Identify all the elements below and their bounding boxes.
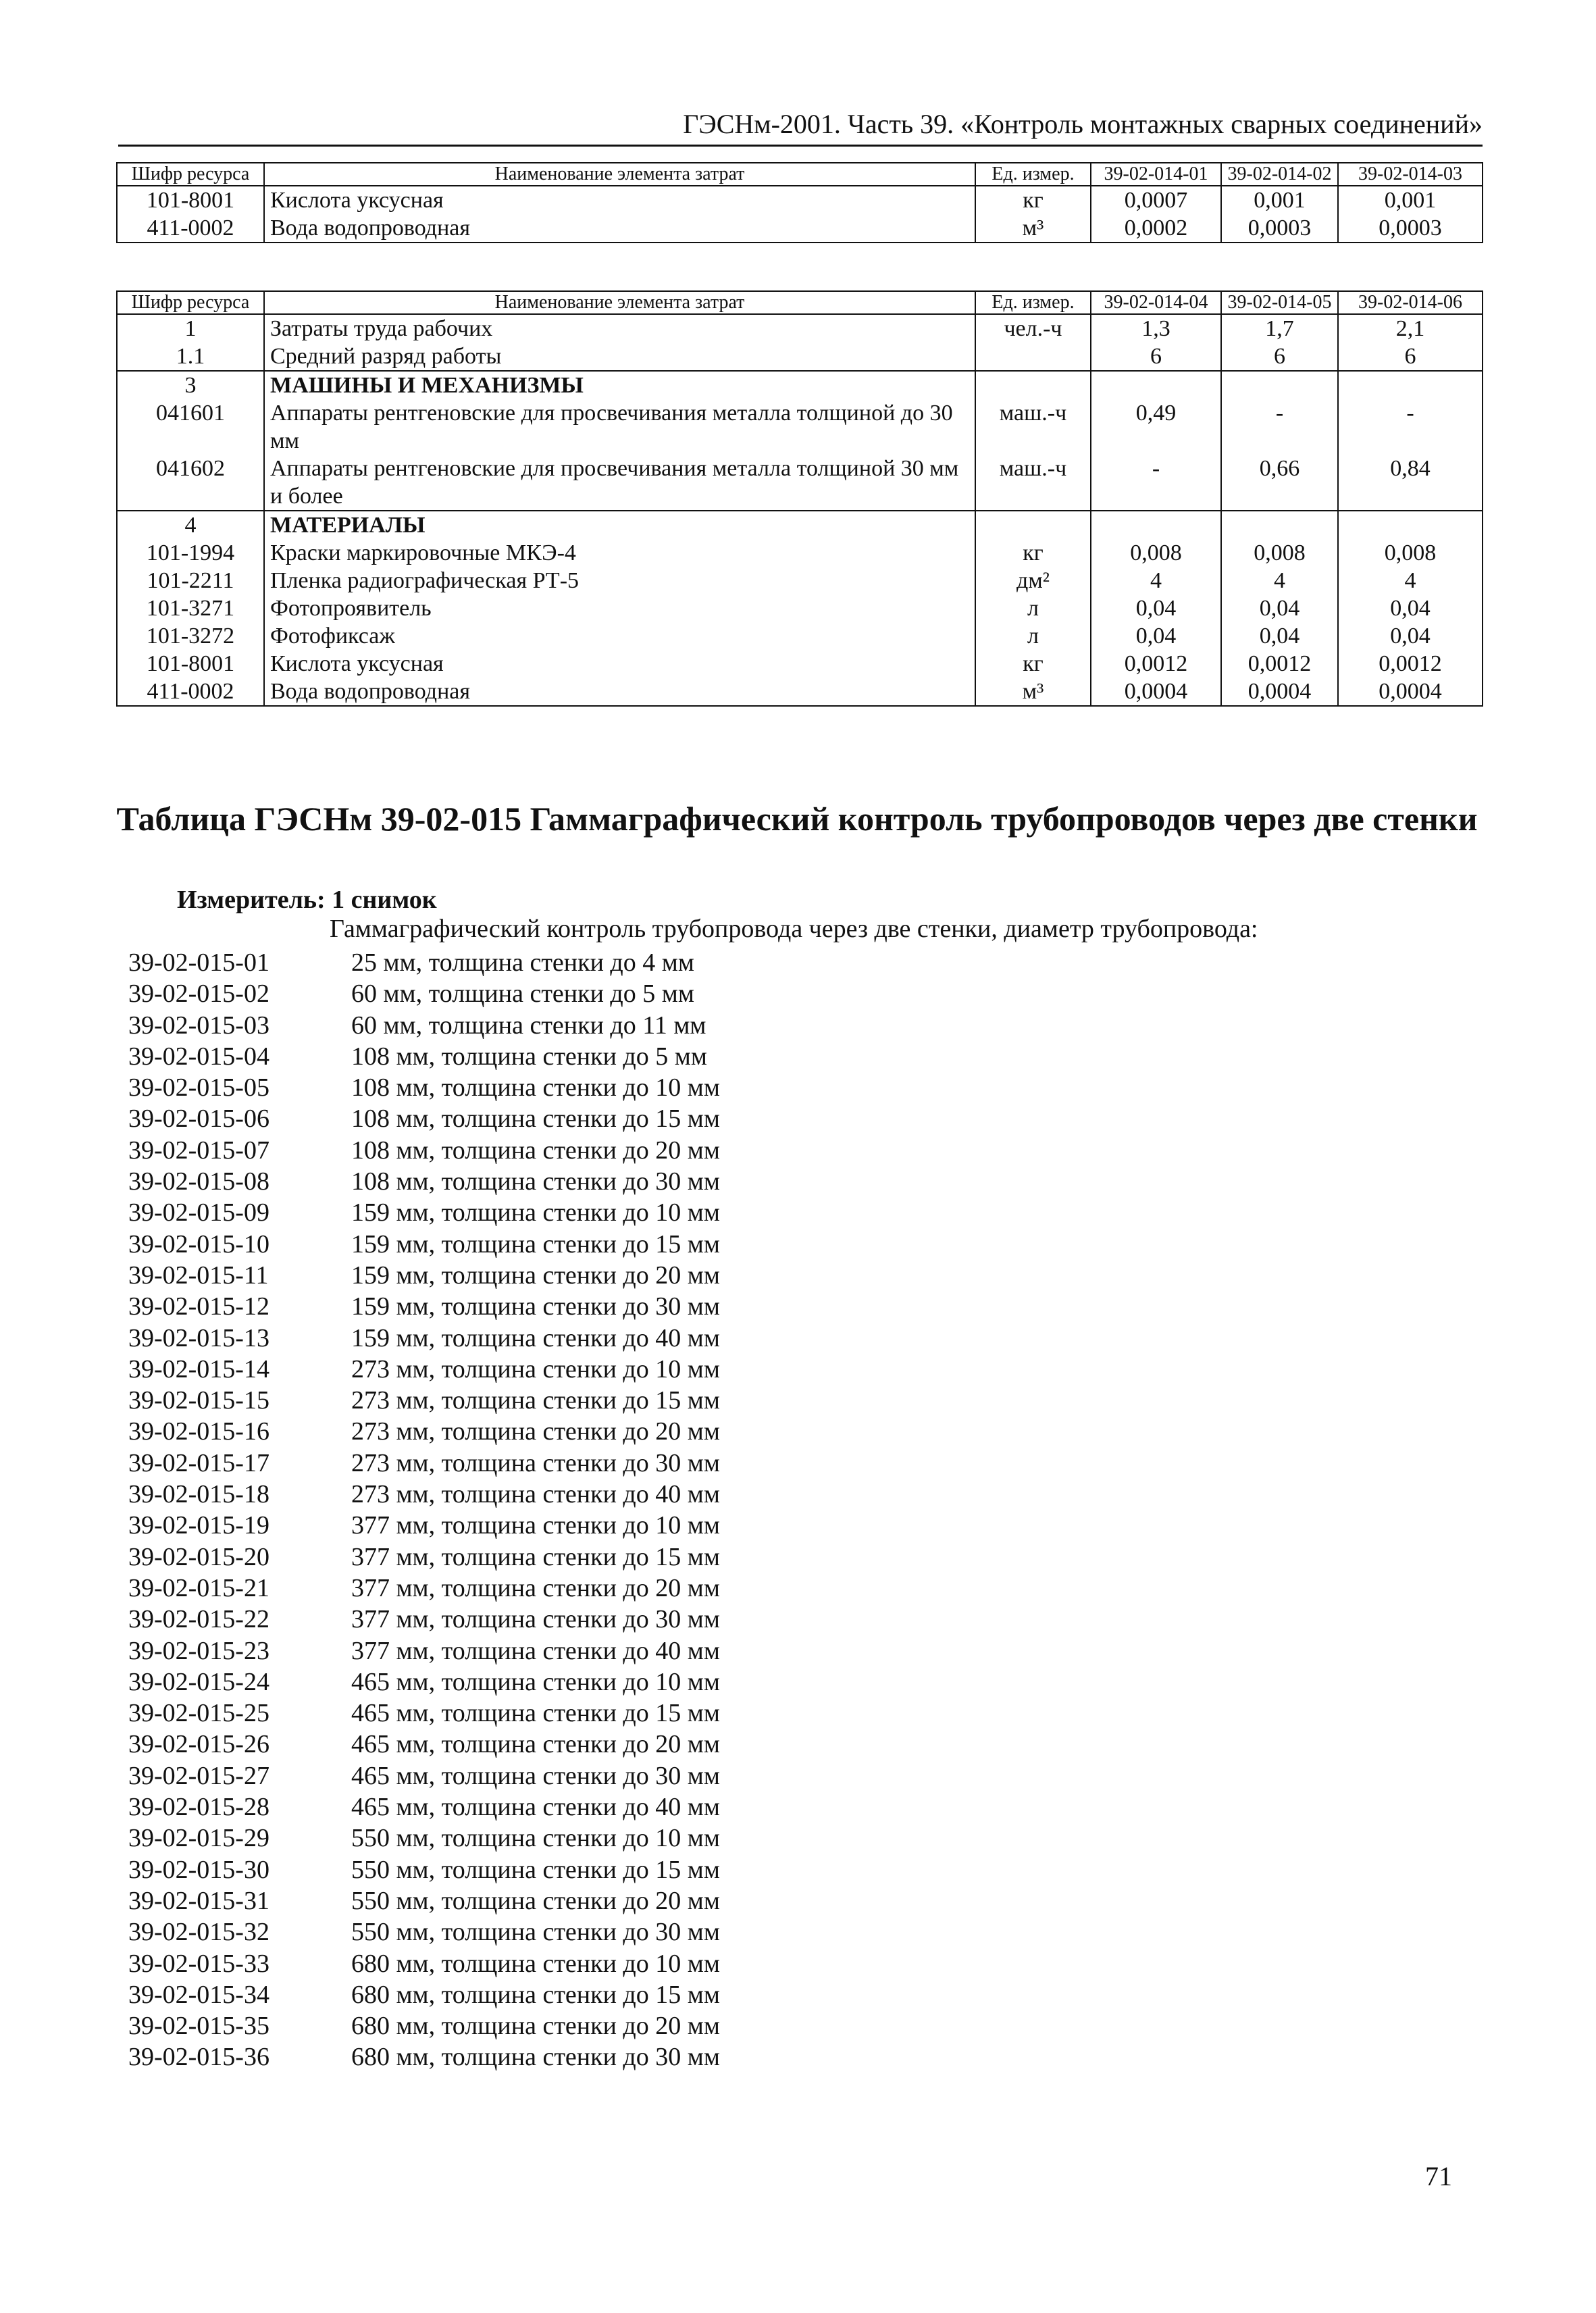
cell-unit: маш.-ч (975, 399, 1091, 455)
cell-code: 3 (117, 371, 264, 399)
page-number: 71 (1425, 2161, 1452, 2191)
cell-value: 0,04 (1221, 622, 1338, 650)
norm-description: 377 мм, толщина стенки до 20 мм (351, 1573, 720, 1602)
norm-code: 39-02-015-20 (128, 1542, 269, 1571)
cell-value: 0,0004 (1221, 678, 1338, 706)
cell-value: 0,84 (1338, 455, 1483, 511)
cell-value: 0,001 (1221, 186, 1338, 214)
norm-description: 273 мм, толщина стенки до 15 мм (351, 1386, 720, 1415)
section-description: Гаммаграфический контроль трубопровода через две стенки, диаметр трубопровода: (330, 915, 1258, 943)
cell-value: 0,04 (1091, 622, 1221, 650)
header-unit: Ед. измер. (975, 291, 1091, 314)
norm-description: 159 мм, толщина стенки до 30 мм (351, 1292, 720, 1321)
norm-code: 39-02-015-05 (128, 1073, 269, 1102)
cell-unit: л (975, 594, 1091, 622)
norm-description: 273 мм, толщина стенки до 30 мм (351, 1448, 720, 1477)
header-col-3: 39-02-014-06 (1338, 291, 1483, 314)
norm-description: 108 мм, толщина стенки до 10 мм (351, 1073, 720, 1102)
norm-description: 159 мм, толщина стенки до 15 мм (351, 1229, 720, 1259)
norm-code: 39-02-015-17 (128, 1448, 269, 1477)
cell-name: Аппараты рентгеновские для просвечивания металла толщиной до 30 мм (264, 399, 975, 455)
table-row (117, 622, 1483, 650)
norm-code: 39-02-015-22 (128, 1605, 269, 1634)
norm-description: 273 мм, толщина стенки до 40 мм (351, 1480, 720, 1509)
cell-unit: кг (975, 539, 1091, 567)
section-title: МАТЕРИАЛЫ (264, 511, 975, 539)
norm-code: 39-02-015-13 (128, 1323, 269, 1352)
cell-value: 0,04 (1338, 594, 1483, 622)
norm-code: 39-02-015-34 (128, 1980, 269, 2009)
cell-value: 6 (1338, 342, 1483, 371)
cell-value: 1,7 (1221, 314, 1338, 342)
cell-value: 4 (1338, 567, 1483, 594)
section-row-materials (117, 511, 1483, 539)
cell-name: Аппараты рентгеновские для просвечивания металла толщиной 30 мм и более (264, 455, 975, 511)
cell-name: Пленка радиографическая РТ-5 (264, 567, 975, 594)
norm-code: 39-02-015-30 (128, 1855, 269, 1884)
norm-code: 39-02-015-08 (128, 1167, 269, 1196)
cell-value: 0,04 (1221, 594, 1338, 622)
norm-code: 39-02-015-18 (128, 1480, 269, 1509)
cell-value: 6 (1091, 342, 1221, 371)
norm-description: 465 мм, толщина стенки до 40 мм (351, 1793, 720, 1822)
norm-description: 159 мм, толщина стенки до 10 мм (351, 1198, 720, 1227)
cell-code: 101-2211 (117, 567, 264, 594)
norm-code: 39-02-015-29 (128, 1824, 269, 1853)
cell-value: - (1338, 399, 1483, 455)
header-name: Наименование элемента затрат (264, 163, 975, 186)
cell-unit: дм² (975, 567, 1091, 594)
norm-description: 465 мм, толщина стенки до 10 мм (351, 1667, 720, 1696)
cell-name: Фотопроявитель (264, 594, 975, 622)
norm-description: 108 мм, толщина стенки до 15 мм (351, 1104, 720, 1134)
norm-description: 550 мм, толщина стенки до 30 мм (351, 1918, 720, 1947)
table-row (117, 539, 1483, 567)
norm-description: 550 мм, толщина стенки до 10 мм (351, 1824, 720, 1853)
cell-value: 4 (1091, 567, 1221, 594)
table-row (117, 186, 1483, 214)
table-row (117, 214, 1483, 243)
norm-code: 39-02-015-09 (128, 1198, 269, 1227)
header-col-2: 39-02-014-05 (1221, 291, 1338, 314)
norm-code: 39-02-015-02 (128, 980, 269, 1009)
cell-value: 0,008 (1221, 539, 1338, 567)
cell-value: 0,0002 (1091, 214, 1221, 243)
table-row (117, 399, 1483, 455)
table-row (117, 678, 1483, 706)
cell-unit (975, 342, 1091, 371)
norm-code: 39-02-015-36 (128, 2043, 269, 2072)
norm-description: 680 мм, толщина стенки до 30 мм (351, 2043, 720, 2072)
norm-code: 39-02-015-26 (128, 1730, 269, 1759)
norm-description: 25 мм, толщина стенки до 4 мм (351, 948, 694, 977)
cell-value: 4 (1221, 567, 1338, 594)
norm-code: 39-02-015-11 (128, 1261, 269, 1290)
norm-code: 39-02-015-28 (128, 1793, 269, 1822)
table-row (117, 342, 1483, 371)
norm-description: 550 мм, толщина стенки до 20 мм (351, 1886, 720, 1915)
norm-description: 377 мм, толщина стенки до 30 мм (351, 1605, 720, 1634)
norm-description: 550 мм, толщина стенки до 15 мм (351, 1855, 720, 1884)
cell-name: Фотофиксаж (264, 622, 975, 650)
norm-code: 39-02-015-01 (128, 948, 269, 977)
table-row (117, 314, 1483, 342)
cell-unit: м³ (975, 678, 1091, 706)
cell-value: 6 (1221, 342, 1338, 371)
cell-value: 0,008 (1338, 539, 1483, 567)
norm-code: 39-02-015-24 (128, 1667, 269, 1696)
header-code: Шифр ресурса (117, 163, 264, 186)
norm-code: 39-02-015-25 (128, 1699, 269, 1728)
norm-description: 108 мм, толщина стенки до 5 мм (351, 1042, 707, 1071)
section-title-heading: Таблица ГЭСНм 39-02-015 Гаммаграфический контроль трубопроводов через две стенки (116, 800, 1478, 838)
cell-code: 101-3271 (117, 594, 264, 622)
norm-code: 39-02-015-15 (128, 1386, 269, 1415)
cell-name: Кислота уксусная (264, 186, 975, 214)
cell-unit: л (975, 622, 1091, 650)
cell-value: 0,0012 (1338, 650, 1483, 678)
cell-value: 0,04 (1338, 622, 1483, 650)
table-row (117, 567, 1483, 594)
cell-name: Средний разряд работы (264, 342, 975, 371)
cell-value: - (1091, 455, 1221, 511)
header-col-1: 39-02-014-01 (1091, 163, 1221, 186)
cell-value: 0,66 (1221, 455, 1338, 511)
norm-description: 159 мм, толщина стенки до 40 мм (351, 1323, 720, 1352)
cell-name: Вода водопроводная (264, 214, 975, 243)
norm-description: 60 мм, толщина стенки до 5 мм (351, 980, 694, 1009)
cell-code: 1 (117, 314, 264, 342)
norm-description: 159 мм, толщина стенки до 20 мм (351, 1261, 720, 1290)
norm-description: 465 мм, толщина стенки до 30 мм (351, 1761, 720, 1790)
norm-description: 377 мм, толщина стенки до 15 мм (351, 1542, 720, 1571)
cell-value: 0,0004 (1338, 678, 1483, 706)
norm-code: 39-02-015-31 (128, 1886, 269, 1915)
norm-code: 39-02-015-21 (128, 1573, 269, 1602)
norm-code: 39-02-015-33 (128, 1949, 269, 1978)
section-title: МАШИНЫ И МЕХАНИЗМЫ (264, 371, 975, 399)
norm-description: 60 мм, толщина стенки до 11 мм (351, 1011, 706, 1040)
norm-code: 39-02-015-06 (128, 1104, 269, 1134)
cell-code: 041601 (117, 399, 264, 455)
table-row (117, 594, 1483, 622)
cell-code: 4 (117, 511, 264, 539)
norm-description: 377 мм, толщина стенки до 40 мм (351, 1636, 720, 1665)
header-code: Шифр ресурса (117, 291, 264, 314)
norm-code: 39-02-015-07 (128, 1136, 269, 1165)
cell-unit: м³ (975, 214, 1091, 243)
cell-unit: маш.-ч (975, 455, 1091, 511)
cell-unit: чел.-ч (975, 314, 1091, 342)
norm-code: 39-02-015-35 (128, 2012, 269, 2041)
resource-table-014-01-03 (116, 162, 1483, 243)
cell-code: 101-3272 (117, 622, 264, 650)
norm-code: 39-02-015-16 (128, 1417, 269, 1446)
cell-code: 101-8001 (117, 650, 264, 678)
norm-code: 39-02-015-04 (128, 1042, 269, 1071)
norm-code: 39-02-015-10 (128, 1229, 269, 1259)
norm-description: 680 мм, толщина стенки до 20 мм (351, 2012, 720, 2041)
norm-code: 39-02-015-23 (128, 1636, 269, 1665)
norm-description: 465 мм, толщина стенки до 15 мм (351, 1699, 720, 1728)
cell-code: 1.1 (117, 342, 264, 371)
norm-description: 680 мм, толщина стенки до 15 мм (351, 1980, 720, 2009)
norm-code: 39-02-015-19 (128, 1511, 269, 1540)
cell-unit: кг (975, 650, 1091, 678)
cell-code: 101-1994 (117, 539, 264, 567)
norm-description: 108 мм, толщина стенки до 20 мм (351, 1136, 720, 1165)
resource-table-014-04-06 (116, 290, 1483, 707)
header-col-2: 39-02-014-02 (1221, 163, 1338, 186)
cell-value: 0,0012 (1091, 650, 1221, 678)
norm-description: 273 мм, толщина стенки до 10 мм (351, 1354, 720, 1383)
cell-value: 0,0003 (1338, 214, 1483, 243)
norm-code: 39-02-015-32 (128, 1918, 269, 1947)
header-col-1: 39-02-014-04 (1091, 291, 1221, 314)
cell-value: 0,001 (1338, 186, 1483, 214)
table-row (117, 650, 1483, 678)
cell-name: Краски маркировочные МКЭ-4 (264, 539, 975, 567)
norm-description: 108 мм, толщина стенки до 30 мм (351, 1167, 720, 1196)
header-name: Наименование элемента затрат (264, 291, 975, 314)
norm-description: 465 мм, толщина стенки до 20 мм (351, 1730, 720, 1759)
norm-description: 377 мм, толщина стенки до 10 мм (351, 1511, 720, 1540)
cell-value: 0,0004 (1091, 678, 1221, 706)
header-unit: Ед. измер. (975, 163, 1091, 186)
cell-value: 0,0003 (1221, 214, 1338, 243)
cell-value: 1,3 (1091, 314, 1221, 342)
table-header-row (117, 163, 1483, 186)
cell-code: 411-0002 (117, 214, 264, 243)
cell-unit: кг (975, 186, 1091, 214)
cell-value: 0,008 (1091, 539, 1221, 567)
norm-code: 39-02-015-03 (128, 1011, 269, 1040)
cell-name: Кислота уксусная (264, 650, 975, 678)
norm-code: 39-02-015-27 (128, 1761, 269, 1790)
cell-code: 041602 (117, 455, 264, 511)
norm-description: 680 мм, толщина стенки до 10 мм (351, 1949, 720, 1978)
cell-value: 0,0012 (1221, 650, 1338, 678)
cell-code: 101-8001 (117, 186, 264, 214)
cell-value: 0,0007 (1091, 186, 1221, 214)
norm-code: 39-02-015-14 (128, 1354, 269, 1383)
cell-value: - (1221, 399, 1338, 455)
cell-name: Затраты труда рабочих (264, 314, 975, 342)
running-header: ГЭСНм-2001. Часть 39. «Контроль монтажных сварных соединений» (118, 108, 1483, 147)
norm-code: 39-02-015-12 (128, 1292, 269, 1321)
cell-code: 411-0002 (117, 678, 264, 706)
measure-unit-line: Измеритель: 1 снимок (177, 886, 437, 914)
norm-description: 273 мм, толщина стенки до 20 мм (351, 1417, 720, 1446)
cell-name: Вода водопроводная (264, 678, 975, 706)
table-header-row (117, 291, 1483, 314)
section-row-machines (117, 371, 1483, 399)
table-row (117, 455, 1483, 511)
cell-value: 0,49 (1091, 399, 1221, 455)
header-col-3: 39-02-014-03 (1338, 163, 1483, 186)
cell-value: 0,04 (1091, 594, 1221, 622)
cell-value: 2,1 (1338, 314, 1483, 342)
